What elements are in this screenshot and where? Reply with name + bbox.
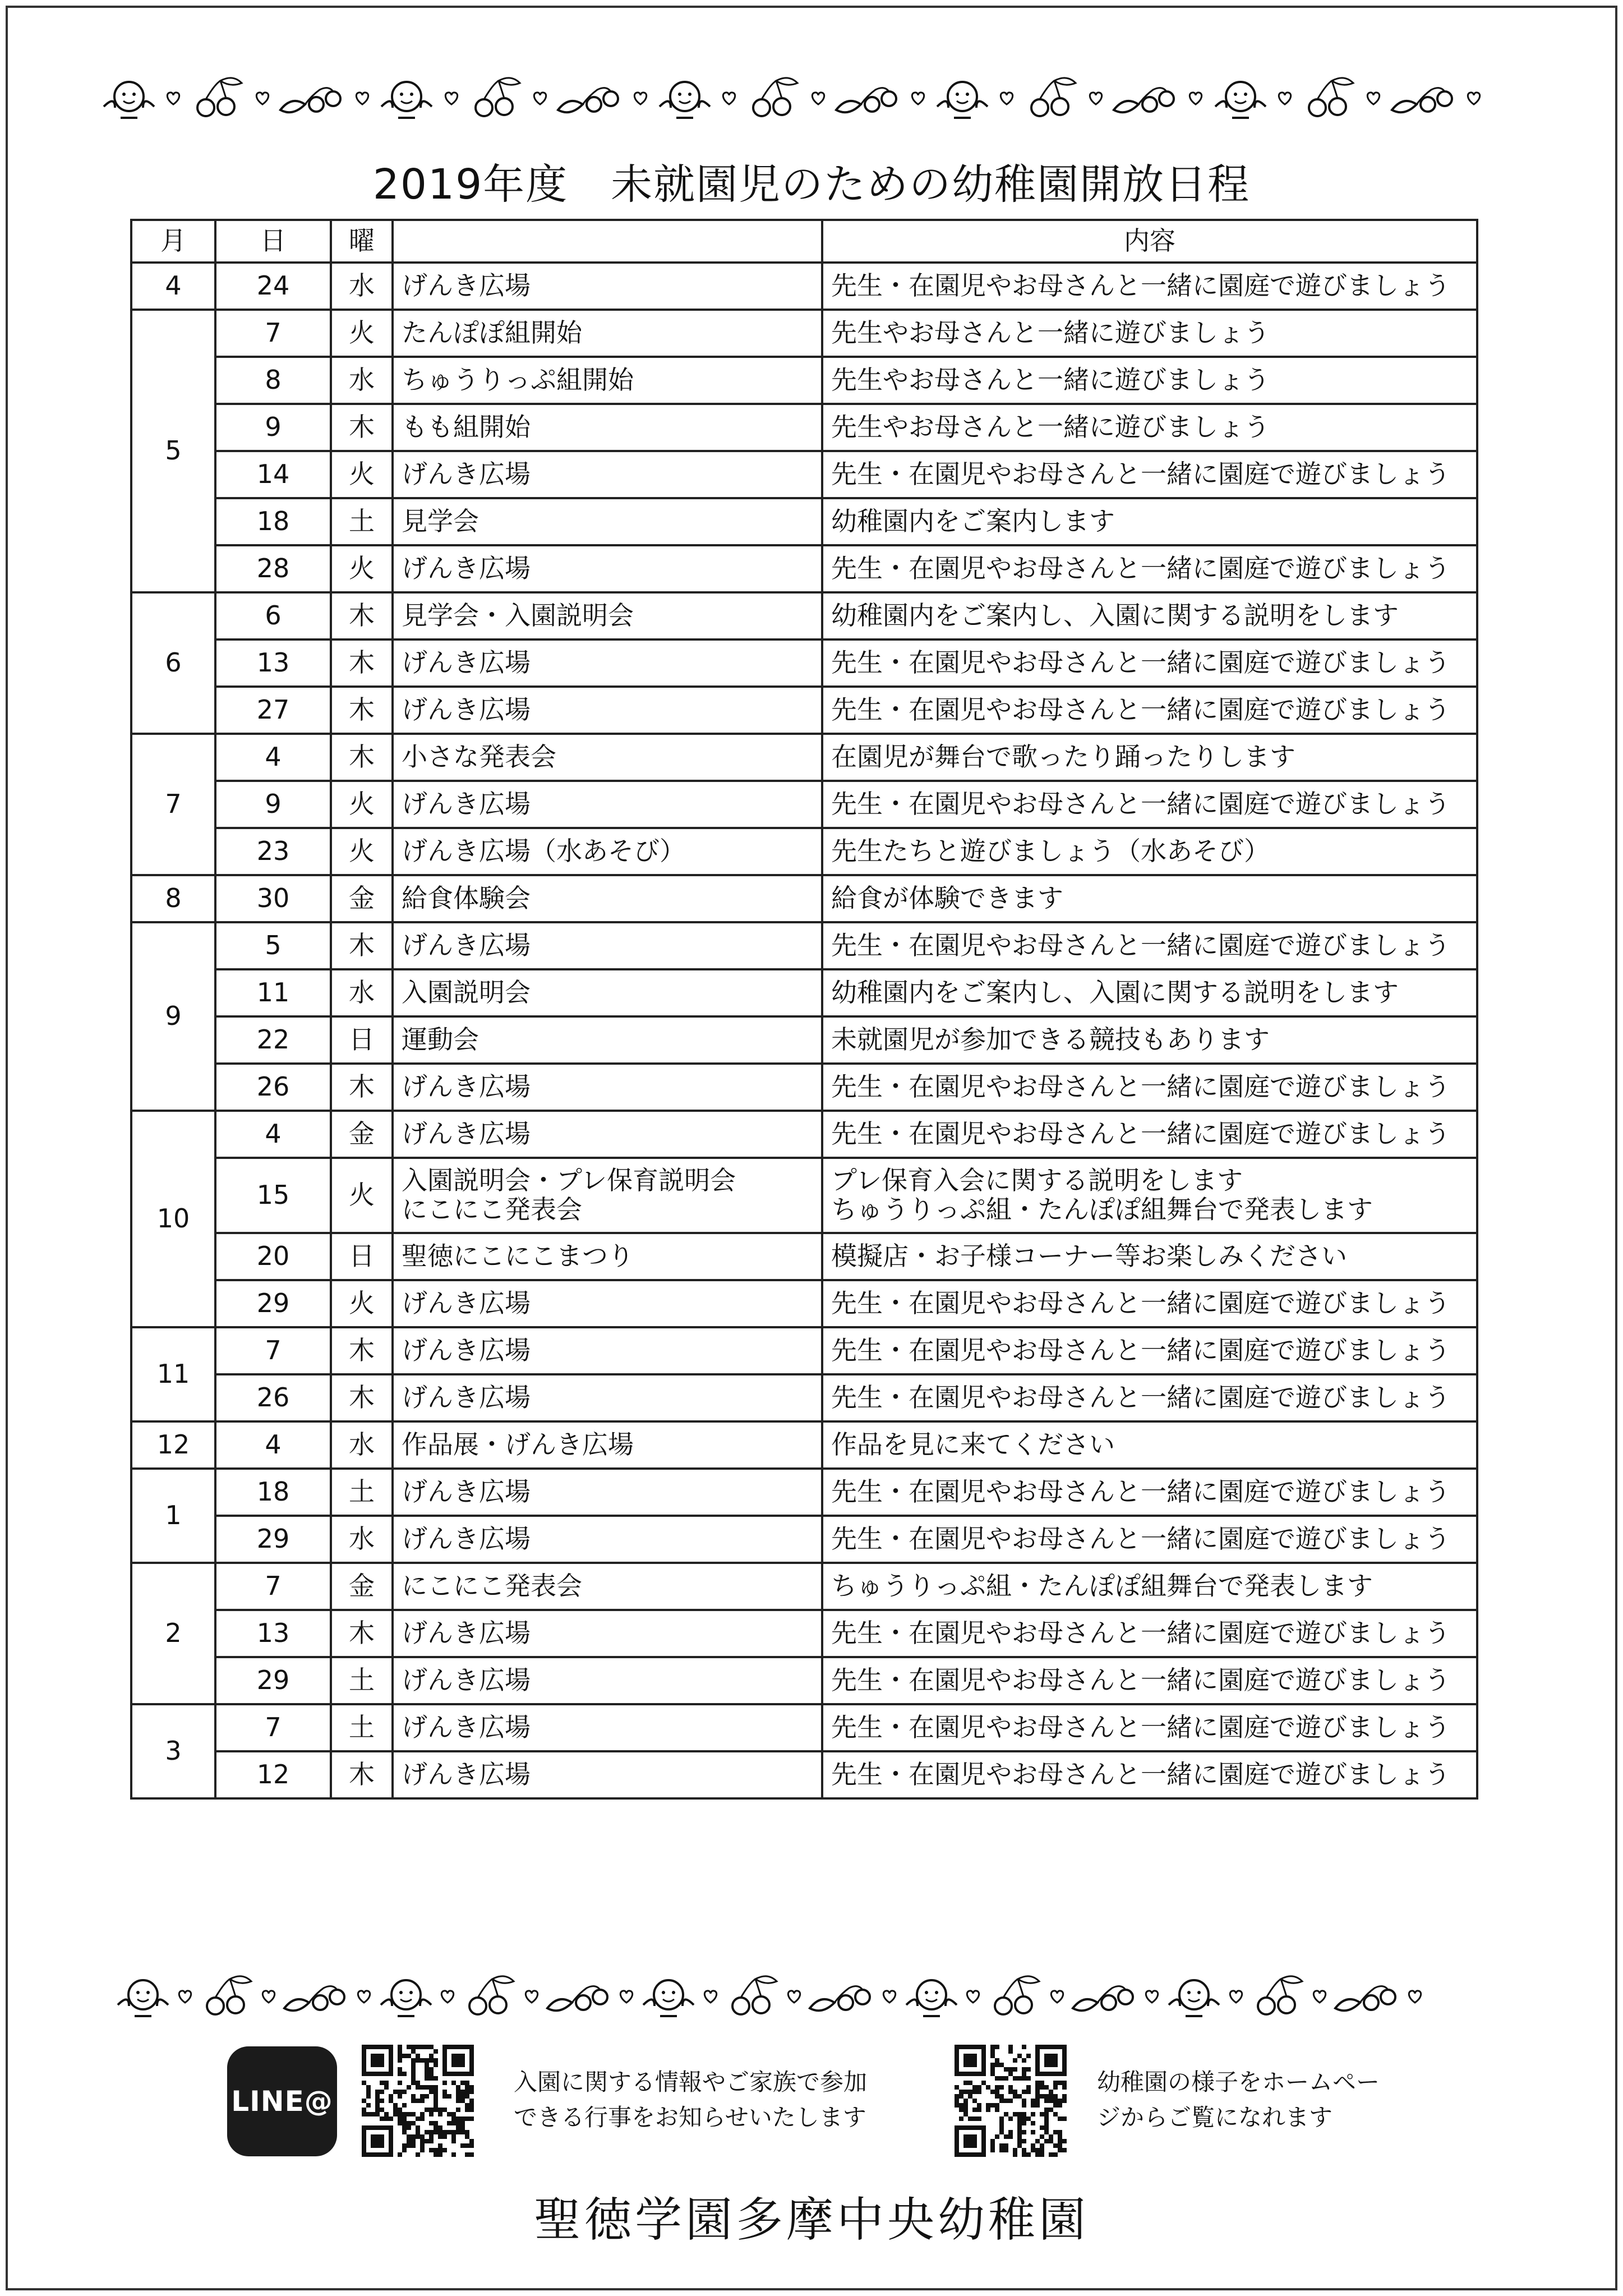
month-cell: 8 (131, 875, 215, 922)
month-cell: 11 (131, 1327, 215, 1421)
day-cell: 29 (215, 1280, 331, 1327)
table-row (131, 357, 1477, 404)
weekday-cell: 火 (331, 781, 393, 828)
weekday-cell: 火 (331, 451, 393, 498)
weekday-cell: 木 (331, 687, 393, 734)
heart-icon (880, 1988, 899, 2005)
smiley-face-icon (98, 73, 160, 123)
content-cell: 先生たちと遊びましょう（水あそび） (822, 828, 1477, 875)
event-cell: 給食体験会 (393, 875, 822, 922)
event-cell: げんき広場 (393, 1280, 822, 1327)
table-header-row (131, 220, 1477, 263)
day-cell: 9 (215, 781, 331, 828)
content-cell: 先生・在園児やお母さんと一緒に園庭で遊びましょう (822, 545, 1477, 592)
day-cell: 23 (215, 828, 331, 875)
content-cell: 在園児が舞台で歌ったり踊ったりします (822, 734, 1477, 781)
smiley-face-icon (376, 73, 437, 123)
day-cell: 26 (215, 1064, 331, 1111)
table-row (131, 451, 1477, 498)
weekday-cell: 火 (331, 1158, 393, 1233)
weekday-cell: 木 (331, 1751, 393, 1798)
event-cell: げんき広場 (393, 451, 822, 498)
content-cell: 先生・在園児やお母さんと一緒に園庭で遊びましょう (822, 922, 1477, 969)
day-cell: 28 (215, 545, 331, 592)
table-row (131, 1064, 1477, 1111)
content-cell: 先生やお母さんと一緒に遊びましょう (822, 357, 1477, 404)
leaf-berries-icon (554, 73, 626, 123)
leaf-berries-icon (805, 1971, 878, 2022)
heart-icon (1048, 1988, 1067, 2005)
table-row (131, 875, 1477, 922)
heart-icon (259, 1988, 278, 2005)
event-cell: 入園説明会 (393, 969, 822, 1016)
table-row (131, 1516, 1477, 1563)
table-row (131, 922, 1477, 969)
content-cell: 先生・在園児やお母さんと一緒に園庭で遊びましょう (822, 1657, 1477, 1704)
heart-icon (1227, 1988, 1246, 2005)
cherry-icon (196, 1971, 258, 2022)
cherry-icon (1021, 73, 1082, 123)
weekday-cell: 土 (331, 1704, 393, 1751)
table-row (131, 734, 1477, 781)
content-cell: 先生・在園児やお母さんと一緒に園庭で遊びましょう (822, 639, 1477, 687)
heart-icon (785, 1988, 804, 2005)
line-badge-label: LINE@ (231, 2085, 333, 2118)
weekday-cell: 土 (331, 1657, 393, 1704)
event-cell: 聖徳にこにこまつり (393, 1233, 822, 1280)
table-row (131, 1233, 1477, 1280)
table-row (131, 592, 1477, 639)
table-row (131, 1469, 1477, 1516)
content-cell: 先生・在園児やお母さんと一緒に園庭で遊びましょう (822, 781, 1477, 828)
table-row (131, 1421, 1477, 1469)
cherry-icon (465, 73, 527, 123)
heart-icon (1142, 1988, 1161, 2005)
day-cell: 18 (215, 498, 331, 545)
content-cell: 幼稚園内をご案内し、入園に関する説明をします (822, 592, 1477, 639)
leaf-berries-icon (1068, 1971, 1141, 2022)
content-cell: 先生・在園児やお母さんと一緒に園庭で遊びましょう (822, 1111, 1477, 1158)
table-row (131, 1111, 1477, 1158)
month-cell: 9 (131, 922, 215, 1111)
day-cell: 26 (215, 1374, 331, 1421)
content-cell: 先生・在園児やお母さんと一緒に園庭で遊びましょう (822, 1516, 1477, 1563)
weekday-cell: 金 (331, 875, 393, 922)
content-cell: 先生・在園児やお母さんと一緒に園庭で遊びましょう (822, 1469, 1477, 1516)
table-row (131, 639, 1477, 687)
month-cell: 10 (131, 1111, 215, 1327)
event-cell-line-1: 入園説明会・プレ保育説明会 (402, 1165, 736, 1196)
table-row (131, 498, 1477, 545)
day-cell: 7 (215, 310, 331, 357)
day-cell: 18 (215, 1469, 331, 1516)
day-cell: 4 (215, 1421, 331, 1469)
leaf-berries-icon (543, 1971, 616, 2022)
content-cell: 先生・在園児やお母さんと一緒に園庭で遊びましょう (822, 1751, 1477, 1798)
day-cell: 12 (215, 1751, 331, 1798)
table-row (131, 1610, 1477, 1657)
content-cell: 先生・在園児やお母さんと一緒に園庭で遊びましょう (822, 1327, 1477, 1374)
day-cell: 30 (215, 875, 331, 922)
day-cell: 24 (215, 263, 331, 310)
weekday-cell: 水 (331, 1516, 393, 1563)
table-row (131, 781, 1477, 828)
event-cell: げんき広場 (393, 781, 822, 828)
leaf-berries-icon (1109, 73, 1182, 123)
table-row (131, 404, 1477, 451)
day-cell: 11 (215, 969, 331, 1016)
weekday-cell: 火 (331, 545, 393, 592)
event-cell: げんき広場 (393, 1751, 822, 1798)
table-row (131, 1563, 1477, 1610)
heart-icon (442, 90, 461, 107)
content-cell: 先生やお母さんと一緒に遊びましょう (822, 404, 1477, 451)
weekday-cell: 木 (331, 1327, 393, 1374)
day-cell: 8 (215, 357, 331, 404)
month-cell: 6 (131, 592, 215, 734)
content-cell: 先生やお母さんと一緒に遊びましょう (822, 310, 1477, 357)
heart-icon (909, 90, 928, 107)
heart-icon (1364, 90, 1383, 107)
event-cell: げんき広場 (393, 1610, 822, 1657)
event-cell: げんき広場 (393, 1374, 822, 1421)
cherry-icon (984, 1971, 1046, 2022)
weekday-cell: 土 (331, 498, 393, 545)
content-cell: 給食が体験できます (822, 875, 1477, 922)
event-cell: 見学会・入園説明会 (393, 592, 822, 639)
smiley-face-icon (638, 1971, 699, 2022)
month-cell: 5 (131, 310, 215, 592)
table-row (131, 1751, 1477, 1798)
content-cell: 先生・在園児やお母さんと一緒に園庭で遊びましょう (822, 1280, 1477, 1327)
weekday-cell: 火 (331, 1280, 393, 1327)
table-row (131, 969, 1477, 1016)
event-cell (393, 1158, 822, 1233)
heart-icon (353, 90, 372, 107)
heart-icon (164, 90, 183, 107)
table-row (131, 1016, 1477, 1064)
document-title: 2019年度 未就園児のための幼稚園開放日程 (372, 160, 1251, 209)
heart-icon (354, 1988, 374, 2005)
month-cell: 1 (131, 1469, 215, 1563)
content-cell-line-2: ちゅうりっぷ組・たんぽぽ組舞台で発表します (831, 1194, 1373, 1225)
cherry-icon (187, 73, 248, 123)
cherry-icon (459, 1971, 520, 2022)
header-month: 月 (131, 220, 215, 263)
weekday-cell: 木 (331, 404, 393, 451)
month-cell: 7 (131, 734, 215, 875)
event-cell: げんき広場 (393, 1657, 822, 1704)
event-cell: げんき広場（水あそび） (393, 828, 822, 875)
decorative-border-top (98, 67, 1483, 129)
smiley-face-icon (375, 1971, 437, 2022)
heart-icon (701, 1988, 720, 2005)
table-row (131, 1657, 1477, 1704)
day-cell: 20 (215, 1233, 331, 1280)
day-cell: 6 (215, 592, 331, 639)
day-cell: 7 (215, 1704, 331, 1751)
header-weekday: 曜 (331, 220, 393, 263)
header-event (393, 220, 822, 263)
event-cell: げんき広場 (393, 639, 822, 687)
event-cell: げんき広場 (393, 687, 822, 734)
event-cell-line-2: にこにこ発表会 (402, 1194, 582, 1225)
day-cell: 7 (215, 1563, 331, 1610)
event-cell: げんき広場 (393, 1469, 822, 1516)
weekday-cell: 木 (331, 734, 393, 781)
school-name: 聖徳学園多摩中央幼稚園 (533, 2192, 1089, 2247)
event-cell: げんき広場 (393, 1516, 822, 1563)
event-cell: もも組開始 (393, 404, 822, 451)
content-cell: ちゅうりっぷ組・たんぽぽ組舞台で発表します (822, 1563, 1477, 1610)
table-row (131, 545, 1477, 592)
month-cell: 2 (131, 1563, 215, 1704)
cherry-icon (743, 73, 804, 123)
content-cell: 作品を見に来てください (822, 1421, 1477, 1469)
event-cell: にこにこ発表会 (393, 1563, 822, 1610)
day-cell: 22 (215, 1016, 331, 1064)
weekday-cell: 木 (331, 1610, 393, 1657)
day-cell: 14 (215, 451, 331, 498)
day-cell: 29 (215, 1657, 331, 1704)
weekday-cell: 木 (331, 592, 393, 639)
event-cell: げんき広場 (393, 1704, 822, 1751)
line-logo-icon (227, 2046, 337, 2156)
content-cell: 未就園児が参加できる競技もあります (822, 1016, 1477, 1064)
event-cell: げんき広場 (393, 263, 822, 310)
leaf-berries-icon (1331, 1971, 1404, 2022)
heart-icon (1405, 1988, 1424, 2005)
content-cell: 先生・在園児やお母さんと一緒に園庭で遊びましょう (822, 687, 1477, 734)
cherry-icon (1298, 73, 1360, 123)
day-cell: 5 (215, 922, 331, 969)
day-cell: 7 (215, 1327, 331, 1374)
schedule-table (130, 219, 1478, 1800)
cherry-icon (722, 1971, 783, 2022)
heart-icon (1275, 90, 1294, 107)
month-cell: 3 (131, 1704, 215, 1798)
weekday-cell: 火 (331, 828, 393, 875)
heart-icon (720, 90, 739, 107)
smiley-face-icon (112, 1971, 174, 2022)
weekday-cell: 水 (331, 1421, 393, 1469)
weekday-cell: 木 (331, 1064, 393, 1111)
day-cell: 13 (215, 1610, 331, 1657)
heart-icon (617, 1988, 636, 2005)
leaf-berries-icon (280, 1971, 353, 2022)
content-cell: 先生・在園児やお母さんと一緒に園庭で遊びましょう (822, 1610, 1477, 1657)
weekday-cell: 木 (331, 922, 393, 969)
table-row (131, 263, 1477, 310)
heart-icon (1086, 90, 1105, 107)
leaf-berries-icon (832, 73, 905, 123)
day-cell: 15 (215, 1158, 331, 1233)
heart-icon (1186, 90, 1205, 107)
smiley-face-icon (901, 1971, 962, 2022)
event-cell: たんぽぽ組開始 (393, 310, 822, 357)
weekday-cell: 木 (331, 1374, 393, 1421)
content-cell: 先生・在園児やお母さんと一緒に園庭で遊びましょう (822, 1064, 1477, 1111)
day-cell: 13 (215, 639, 331, 687)
content-cell: 先生・在園児やお母さんと一緒に園庭で遊びましょう (822, 1704, 1477, 1751)
event-cell: げんき広場 (393, 1111, 822, 1158)
month-cell: 4 (131, 263, 215, 310)
smiley-face-icon (654, 73, 716, 123)
heart-icon (176, 1988, 195, 2005)
content-cell (822, 1158, 1477, 1233)
weekday-cell: 水 (331, 357, 393, 404)
content-cell: 先生・在園児やお母さんと一緒に園庭で遊びましょう (822, 1374, 1477, 1421)
table-row (131, 828, 1477, 875)
day-cell: 9 (215, 404, 331, 451)
event-cell: げんき広場 (393, 1064, 822, 1111)
weekday-cell: 木 (331, 639, 393, 687)
weekday-cell: 火 (331, 310, 393, 357)
weekday-cell: 土 (331, 1469, 393, 1516)
event-cell: 運動会 (393, 1016, 822, 1064)
event-cell: 小さな発表会 (393, 734, 822, 781)
header-content: 内容 (822, 220, 1477, 263)
leaf-berries-icon (1387, 73, 1460, 123)
line-info-note: 入園に関する情報やご家族で参加 できる行事をお知らせいたします (514, 2068, 868, 2131)
heart-icon (997, 90, 1016, 107)
heart-icon (631, 90, 650, 107)
event-cell: げんき広場 (393, 922, 822, 969)
table-row (131, 1704, 1477, 1751)
day-cell: 4 (215, 734, 331, 781)
day-cell: 4 (215, 1111, 331, 1158)
heart-icon (522, 1988, 541, 2005)
heart-icon (438, 1988, 457, 2005)
table-row (131, 687, 1477, 734)
weekday-cell: 金 (331, 1563, 393, 1610)
table-row (131, 1158, 1477, 1233)
decorative-border-bottom (112, 1966, 1424, 2027)
day-cell: 29 (215, 1516, 331, 1563)
day-cell: 27 (215, 687, 331, 734)
heart-icon (531, 90, 550, 107)
line-qr-code-icon[interactable] (362, 2045, 474, 2157)
weekday-cell: 水 (331, 969, 393, 1016)
leaf-berries-icon (276, 73, 349, 123)
content-cell: 幼稚園内をご案内します (822, 498, 1477, 545)
event-cell: 作品展・げんき広場 (393, 1421, 822, 1469)
content-cell: 先生・在園児やお母さんと一緒に園庭で遊びましょう (822, 451, 1477, 498)
weekday-cell: 日 (331, 1016, 393, 1064)
header-day: 日 (215, 220, 331, 263)
month-cell: 12 (131, 1421, 215, 1469)
weekday-cell: 日 (331, 1233, 393, 1280)
table-row (131, 1374, 1477, 1421)
heart-icon (253, 90, 272, 107)
heart-icon (1464, 90, 1483, 107)
event-cell: げんき広場 (393, 545, 822, 592)
smiley-face-icon (1210, 73, 1271, 123)
content-cell-line-1: プレ保育入会に関する説明をします (831, 1165, 1243, 1196)
homepage-info-note: 幼稚園の様子をホームペー ジからご覧になれます (1097, 2068, 1380, 2131)
table-row (131, 310, 1477, 357)
homepage-qr-code-icon[interactable] (955, 2045, 1067, 2157)
event-cell: ちゅうりっぷ組開始 (393, 357, 822, 404)
heart-icon (1310, 1988, 1329, 2005)
heart-icon (809, 90, 828, 107)
cherry-icon (1247, 1971, 1309, 2022)
table-row (131, 1327, 1477, 1374)
heart-icon (963, 1988, 983, 2005)
table-row (131, 1280, 1477, 1327)
content-cell: 幼稚園内をご案内し、入園に関する説明をします (822, 969, 1477, 1016)
weekday-cell: 水 (331, 263, 393, 310)
smiley-face-icon (932, 73, 993, 123)
event-cell: 見学会 (393, 498, 822, 545)
content-cell: 先生・在園児やお母さんと一緒に園庭で遊びましょう (822, 263, 1477, 310)
content-cell: 模擬店・お子様コーナー等お楽しみください (822, 1233, 1477, 1280)
weekday-cell: 金 (331, 1111, 393, 1158)
event-cell: げんき広場 (393, 1327, 822, 1374)
smiley-face-icon (1163, 1971, 1225, 2022)
